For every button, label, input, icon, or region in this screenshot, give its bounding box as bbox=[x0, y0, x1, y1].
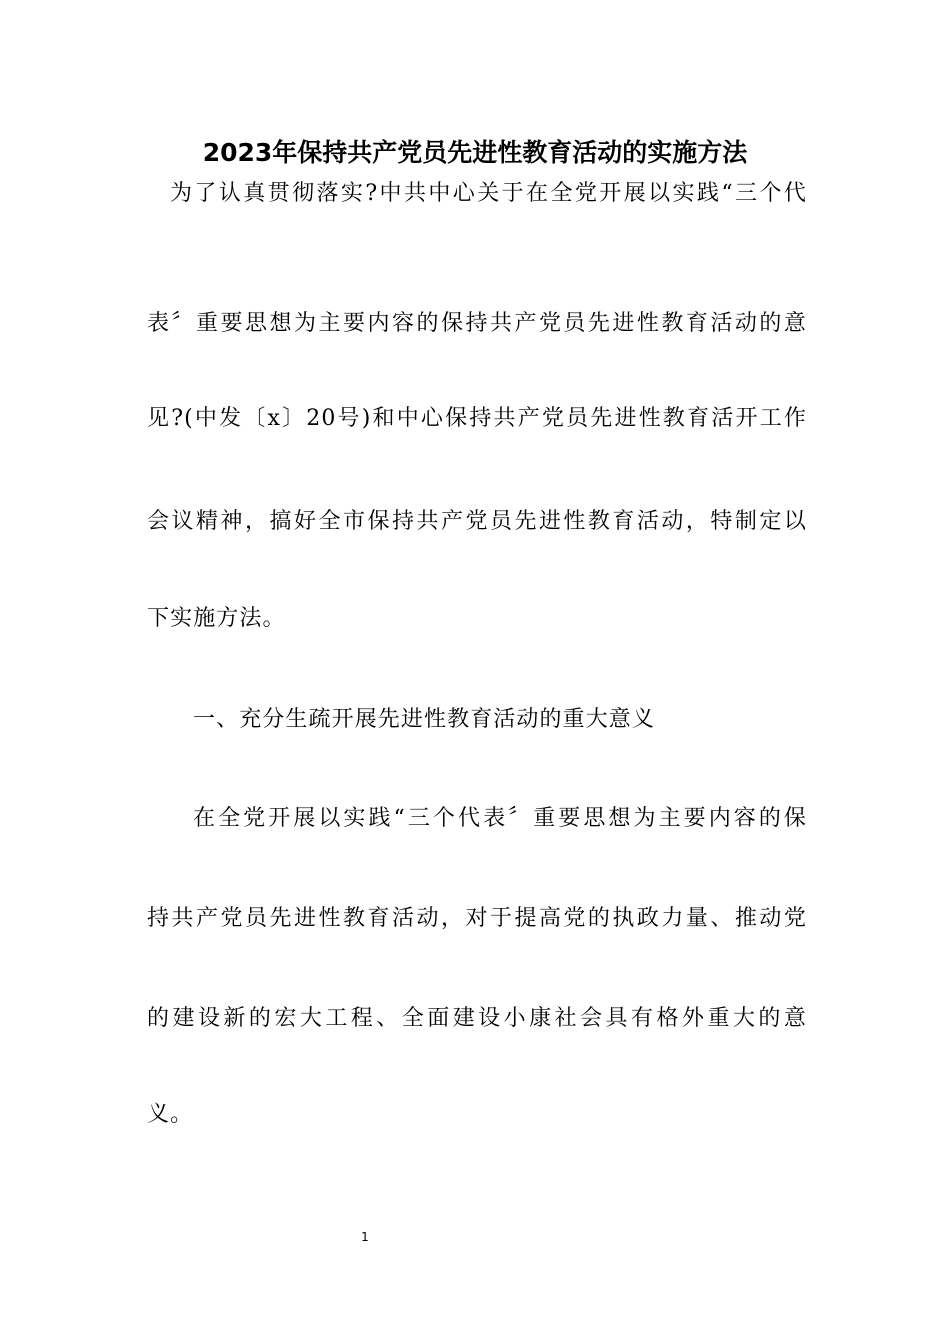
paragraph-1-line-5: 下实施方法。 bbox=[147, 606, 286, 631]
page-number: 1 bbox=[361, 1230, 369, 1244]
section-heading-1: 一、充分生疏开展先进性教育活动的重大意义 bbox=[193, 707, 656, 732]
paragraph-1-line-1: 为了认真贯彻落实?中共中心关于在全党开展以实践“三个代 bbox=[170, 181, 807, 206]
paragraph-1-line-2: 表〞重要思想为主要内容的保持共产党员先进性教育活动的意 bbox=[147, 311, 807, 336]
document-title: 2023年保持共产党员先进性教育活动的实施方法 bbox=[202, 138, 748, 167]
paragraph-2-line-4: 义。 bbox=[147, 1102, 194, 1127]
paragraph-1-line-4: 会议精神，搞好全市保持共产党员先进性教育活动，特制定以 bbox=[147, 509, 807, 534]
paragraph-2-line-2: 持共产党员先进性教育活动，对于提高党的执政力量、推动党 bbox=[147, 906, 807, 931]
paragraph-2-line-3: 的建设新的宏大工程、全面建设小康社会具有格外重大的意 bbox=[147, 1006, 807, 1031]
paragraph-2-line-1: 在全党开展以实践“三个代表〞重要思想为主要内容的保 bbox=[193, 806, 807, 831]
paragraph-1-line-3: 见?(中发〔x〕20号)和中心保持共产党员先进性教育活开工作 bbox=[147, 406, 807, 431]
